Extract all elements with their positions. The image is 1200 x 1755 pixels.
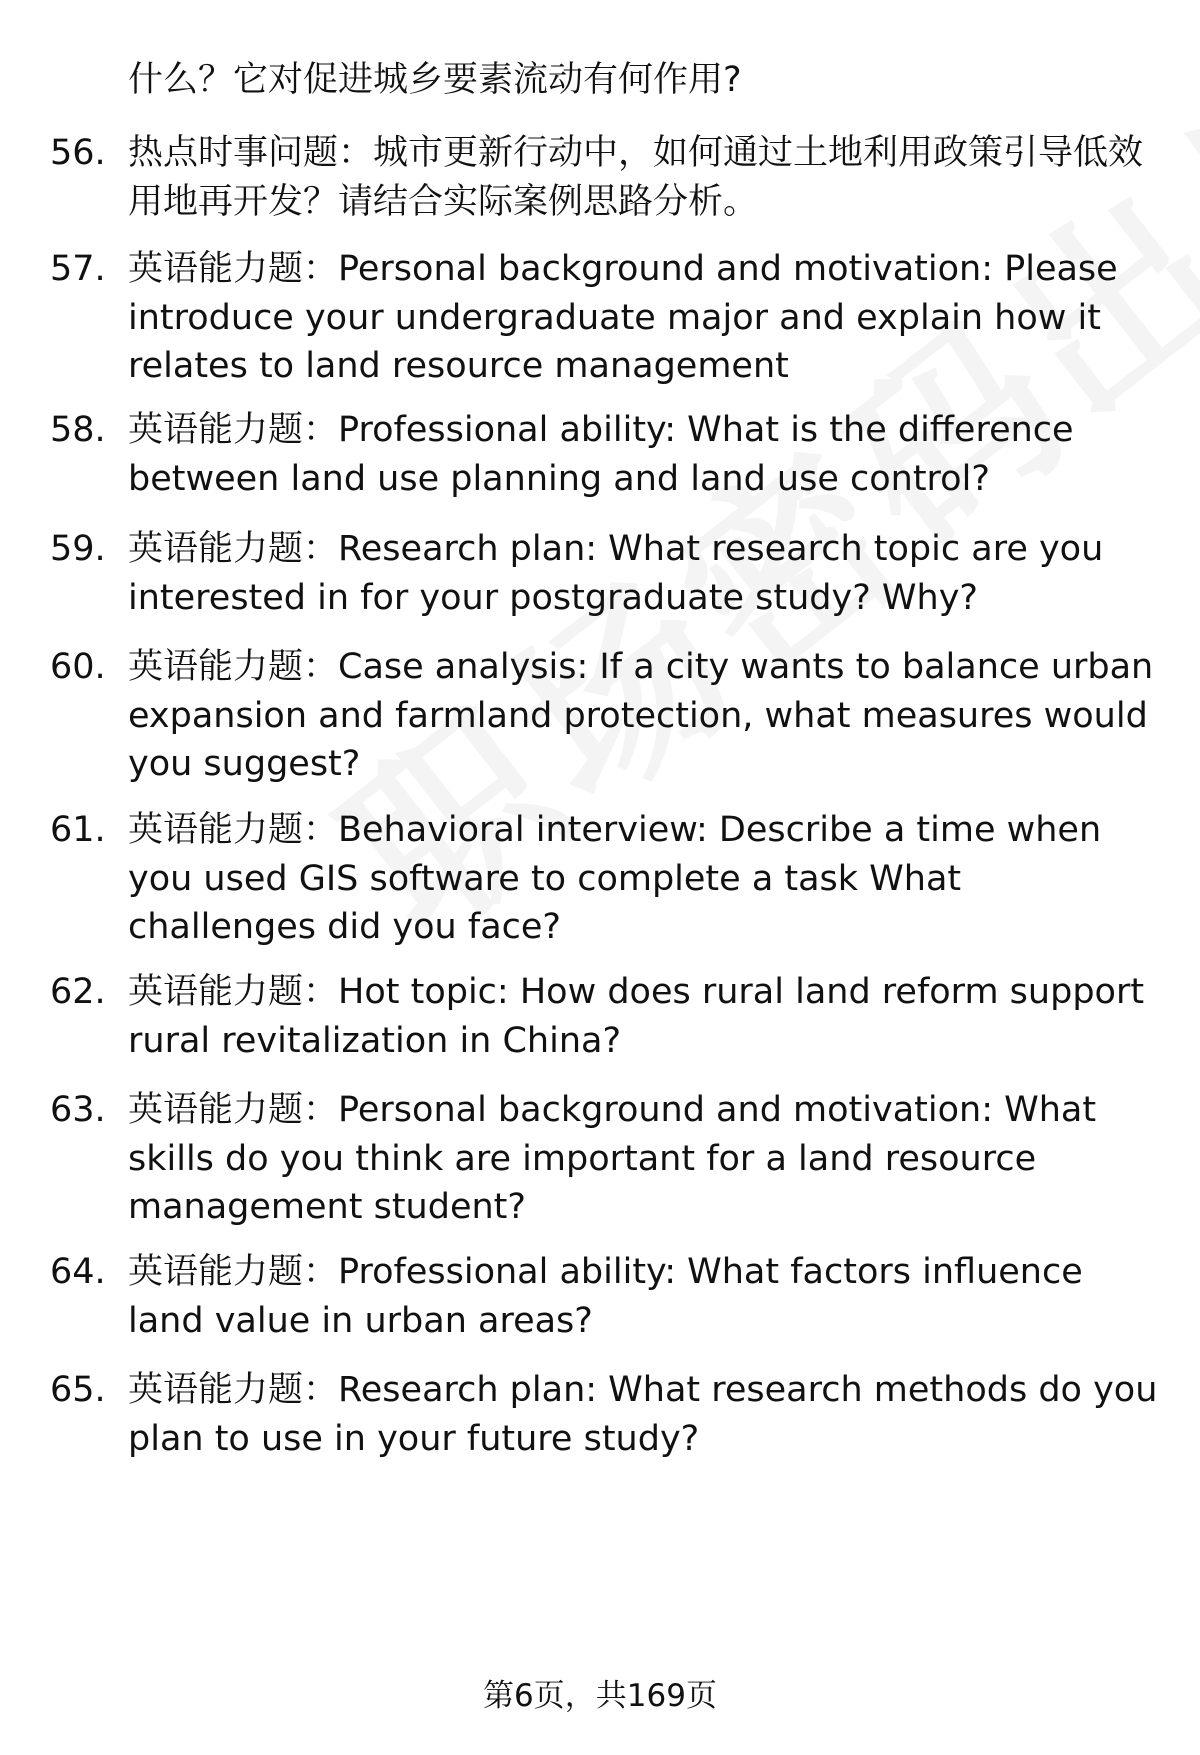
question-text: [128, 968, 1160, 1065]
question-59: [50, 525, 1160, 622]
question-57: [50, 245, 1160, 391]
question-prefix: 热点时事问题：: [128, 133, 374, 173]
question-prefix: 英语能力题：: [128, 1370, 339, 1410]
question-58: [50, 406, 1160, 503]
question-body: Research plan: What research topic are you interested in for your postgraduate study? Why?: [128, 529, 1104, 618]
question-body: 城市更新行动中，如何通过土地利用政策引导低效用地再开发？请结合实际案例思路分析。: [128, 133, 1144, 222]
question-text: [128, 1366, 1160, 1463]
question-body: Research plan: What research methods do you plan to use in your future study?: [128, 1370, 1158, 1459]
question-prefix: 英语能力题：: [128, 410, 339, 450]
question-number: 60.: [50, 647, 106, 687]
question-number: 62.: [50, 972, 106, 1012]
question-prefix: 英语能力题：: [128, 810, 339, 850]
question-body: Professional ability: What is the difference between land use planning and land use control?: [128, 410, 1074, 499]
question-body: Professional ability: What factors influence land value in urban areas?: [128, 1252, 1083, 1341]
page-number-footer: 第6页，共169页: [483, 1678, 717, 1714]
question-64: [50, 1248, 1160, 1345]
question-number: 64.: [50, 1252, 106, 1292]
question-text: [128, 1248, 1160, 1345]
question-prefix: 英语能力题：: [128, 529, 339, 569]
question-61: [50, 806, 1160, 952]
question-55-continuation: [50, 56, 1160, 105]
question-63: [50, 1086, 1160, 1232]
question-60: [50, 643, 1160, 789]
question-text: [128, 525, 1160, 622]
question-text: [128, 643, 1160, 789]
question-text: [128, 245, 1160, 391]
question-number: 61.: [50, 810, 106, 850]
question-text: [128, 1086, 1160, 1232]
question-62: [50, 968, 1160, 1065]
question-prefix: 英语能力题：: [128, 1252, 339, 1292]
question-number: 63.: [50, 1090, 106, 1130]
question-number: 65.: [50, 1370, 106, 1410]
question-number: 56.: [50, 133, 106, 173]
question-body: Personal background and motivation: What skills do you think are important for a land resource management student?: [128, 1090, 1097, 1227]
question-text: [128, 129, 1160, 226]
question-prefix: 英语能力题：: [128, 647, 339, 687]
question-body: 什么？它对促进城乡要素流动有何作用?: [128, 60, 742, 100]
question-number: 57.: [50, 249, 106, 289]
question-prefix: 英语能力题：: [128, 972, 339, 1012]
question-text: [128, 56, 1160, 105]
question-56: [50, 129, 1160, 226]
question-text: [128, 806, 1160, 952]
question-65: [50, 1366, 1160, 1463]
question-body: Behavioral interview: Describe a time when you used GIS software to complete a task What challenges did you face?: [128, 810, 1102, 947]
question-prefix: 英语能力题：: [128, 249, 339, 289]
question-number: 59.: [50, 529, 106, 569]
question-prefix: 英语能力题：: [128, 1090, 339, 1130]
question-text: [128, 406, 1160, 503]
question-body: Case analysis: If a city wants to balance urban expansion and farmland protection, what measures would you suggest?: [128, 647, 1154, 784]
question-body: Hot topic: How does rural land reform support rural revitalization in China?: [128, 972, 1145, 1061]
question-number: 58.: [50, 410, 106, 450]
question-body: Personal background and motivation: Please introduce your undergraduate major and explain how it relates to land resource management: [128, 249, 1118, 386]
